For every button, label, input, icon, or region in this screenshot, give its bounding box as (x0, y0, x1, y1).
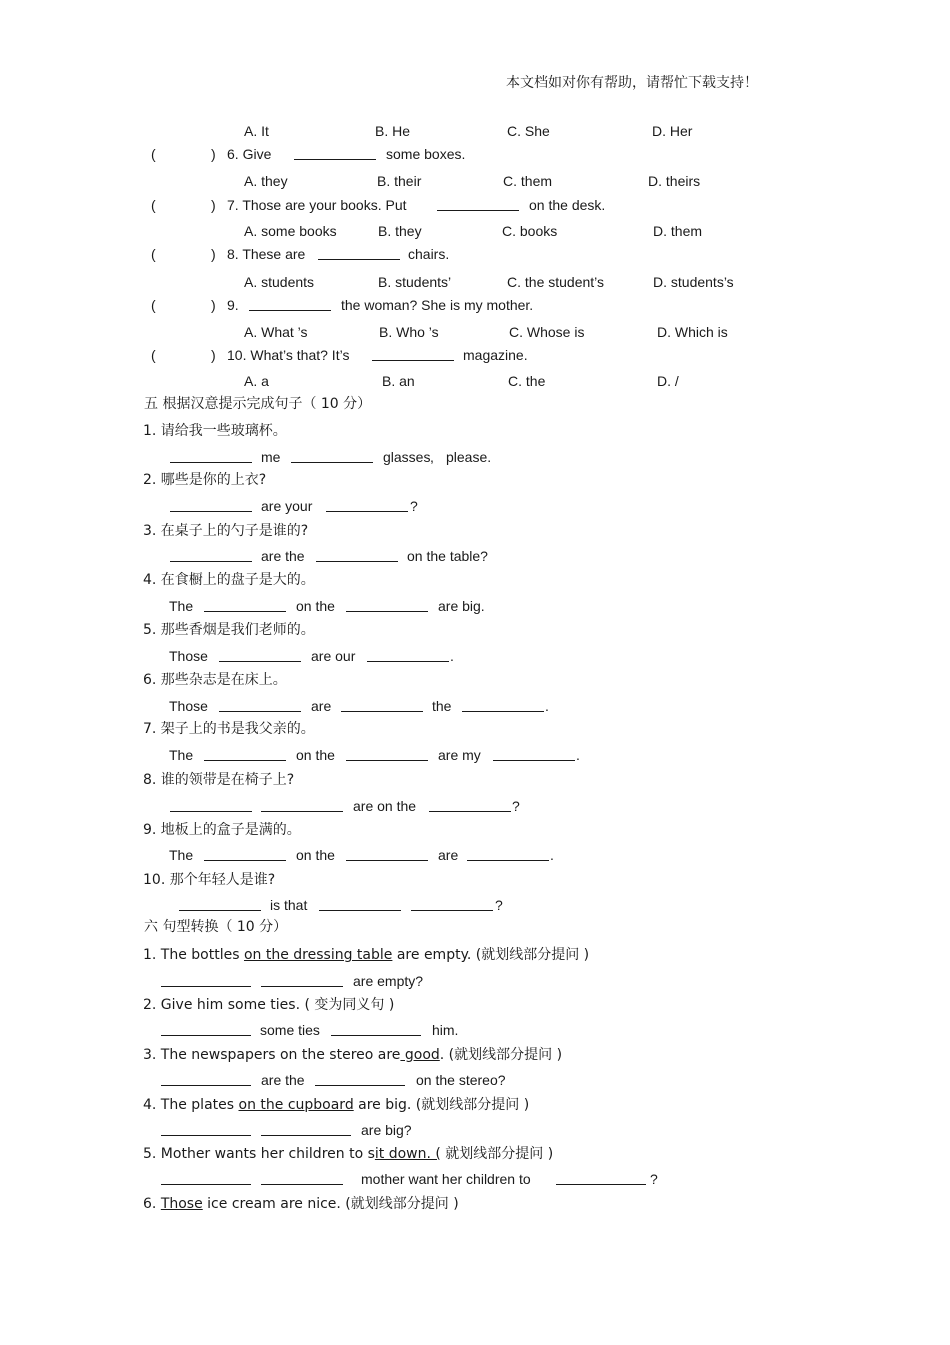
question-text: some boxes. (386, 146, 466, 162)
sentence-text: The (169, 847, 194, 863)
answer-blank[interactable] (261, 1170, 343, 1185)
question-text: are big. (就划线部分提问 ) (353, 1097, 530, 1113)
sentence-text: Those (169, 648, 208, 664)
question-text: magazine. (463, 347, 528, 363)
question-text: ice cream are nice. (就划线部分提问 ) (202, 1196, 459, 1212)
option: B. students’ (378, 274, 452, 290)
sentence-text: me (261, 449, 281, 465)
question-text: 3. The newspapers on the stereo are (143, 1047, 401, 1063)
sentence-text: are (311, 698, 332, 714)
answer-blank[interactable] (204, 597, 286, 612)
sentence-text: on the table? (407, 548, 488, 564)
option: D. Her (652, 123, 693, 139)
sentence-text: . (450, 648, 454, 664)
prompt-cn: 10. 那个年轻人是谁? (143, 872, 276, 888)
answer-paren-open: ( (151, 297, 156, 313)
answer-blank[interactable] (367, 647, 449, 662)
answer-blank[interactable] (346, 846, 428, 861)
sentence-text: some ties (260, 1022, 320, 1038)
answer-paren-close: ) (211, 146, 216, 162)
answer-blank[interactable] (462, 697, 544, 712)
underlined-part: Those (160, 1196, 203, 1212)
header-note: 本文档如对你有帮助，请帮忙下载支持！ (506, 75, 758, 91)
prompt-cn: 7. 架子上的书是我父亲的。 (143, 721, 315, 737)
answer-blank[interactable] (294, 145, 376, 160)
option: A. a (244, 373, 269, 389)
answer-blank[interactable] (170, 547, 252, 562)
answer-blank[interactable] (326, 497, 408, 512)
sentence-text: The (169, 598, 194, 614)
answer-paren-close: ) (211, 246, 216, 262)
question-text: the woman? She is my mother. (341, 297, 534, 313)
option: C. books (502, 223, 558, 239)
sentence-text: please. (446, 449, 492, 465)
answer-blank[interactable] (346, 746, 428, 761)
option: B. He (375, 123, 411, 139)
sentence-text: ? (410, 498, 418, 514)
option: C. the student’s (507, 274, 605, 290)
sentence-text: are big. (438, 598, 485, 614)
transform-question (143, 1195, 459, 1213)
sentence-text: are the (261, 548, 305, 564)
sentence-text: The (169, 747, 194, 763)
sentence-text: , (430, 449, 434, 465)
question-text: are empty. (就划线部分提问 ) (392, 947, 590, 963)
option: C. Whose is (509, 324, 585, 340)
sentence-text: . (576, 747, 580, 763)
prompt-cn: 4. 在食橱上的盘子是大的。 (143, 572, 315, 588)
answer-blank[interactable] (161, 1170, 251, 1185)
answer-blank[interactable] (204, 746, 286, 761)
question-text: 10. What’s that? It’s (227, 347, 350, 363)
option: C. She (507, 123, 550, 139)
question-text: 5. Mother wants her children to s (143, 1146, 375, 1162)
underlined-part: on the dressing table (243, 947, 393, 963)
prompt-cn: 8. 谁的领带是在椅子上? (143, 772, 295, 788)
transform-question: 2. Give him some ties. ( 变为同义句 ) (143, 997, 395, 1013)
sentence-text: are my (438, 747, 481, 763)
answer-blank[interactable] (556, 1170, 646, 1185)
sentence-text: glasses (383, 449, 431, 465)
answer-blank[interactable] (315, 1071, 405, 1086)
sentence-text: on the (296, 747, 335, 763)
transform-question (143, 1145, 553, 1163)
sentence-text: on the (296, 847, 335, 863)
answer-blank[interactable] (161, 1021, 251, 1036)
answer-blank[interactable] (170, 448, 252, 463)
sentence-text: are your (261, 498, 313, 514)
answer-paren-open: ( (151, 246, 156, 262)
underlined-part: good (400, 1047, 440, 1063)
option: B. their (377, 173, 422, 189)
answer-paren-close: ) (211, 197, 216, 213)
question-text: 1. The bottles (143, 947, 244, 963)
answer-blank[interactable] (318, 245, 400, 260)
option: D. students’s (653, 274, 734, 290)
sentence-text: are our (311, 648, 356, 664)
answer-blank[interactable] (161, 1121, 251, 1136)
sentence-text: ? (512, 798, 520, 814)
answer-blank[interactable] (316, 547, 398, 562)
sentence-text: are empty? (353, 973, 424, 989)
sentence-text: ? (650, 1171, 658, 1187)
answer-blank[interactable] (291, 448, 373, 463)
answer-blank[interactable] (493, 746, 575, 761)
option: A. they (244, 173, 288, 189)
question-text: 6. Give (227, 146, 272, 162)
question-text: 8. These are (227, 246, 306, 262)
underlined-part: it down. ( (374, 1146, 441, 1162)
answer-blank[interactable] (331, 1021, 421, 1036)
answer-blank[interactable] (261, 1121, 351, 1136)
prompt-cn: 3. 在桌子上的勺子是谁的? (143, 523, 309, 539)
transform-question (143, 946, 589, 964)
question-text: 9. (227, 297, 239, 313)
sentence-text: Those (169, 698, 208, 714)
answer-blank[interactable] (161, 1071, 251, 1086)
sentence-text: . (545, 698, 549, 714)
answer-blank[interactable] (170, 497, 252, 512)
sentence-text: the (432, 698, 452, 714)
underlined-part: on the cupboard (238, 1097, 354, 1113)
question-text: 4. The plates (143, 1097, 239, 1113)
answer-blank[interactable] (372, 346, 454, 361)
answer-paren-open: ( (151, 146, 156, 162)
sentence-text: are on the (353, 798, 417, 814)
question-text: 6. (143, 1196, 161, 1212)
sentence-text: are big? (361, 1122, 412, 1138)
sentence-text: ? (495, 897, 503, 913)
sentence-text: on the (296, 598, 335, 614)
option: C. them (503, 173, 553, 189)
answer-blank[interactable] (411, 896, 493, 911)
option: B. an (382, 373, 415, 389)
option: D. / (657, 373, 679, 389)
question-text: chairs. (408, 246, 450, 262)
answer-blank[interactable] (170, 797, 252, 812)
prompt-cn: 9. 地板上的盒子是满的。 (143, 822, 301, 838)
option: D. Which is (657, 324, 728, 340)
answer-blank[interactable] (161, 972, 251, 987)
option: D. theirs (648, 173, 701, 189)
section-title: 五 根据汉意提示完成句子（ 10 分） (144, 396, 372, 412)
answer-paren-open: ( (151, 197, 156, 213)
option: B. Who ’s (379, 324, 439, 340)
answer-blank[interactable] (319, 896, 401, 911)
option: B. they (378, 223, 422, 239)
answer-blank[interactable] (467, 846, 549, 861)
sentence-text: . (550, 847, 554, 863)
question-text: on the desk. (529, 197, 606, 213)
question-text: . (就划线部分提问 ) (439, 1047, 563, 1063)
answer-blank[interactable] (219, 697, 301, 712)
sentence-text: him. (432, 1022, 459, 1038)
answer-blank[interactable] (261, 972, 343, 987)
transform-question (143, 1096, 529, 1114)
section-title: 六 句型转换（ 10 分） (144, 919, 288, 935)
option: D. them (653, 223, 703, 239)
option: A. What ’s (244, 324, 308, 340)
answer-paren-close: ) (211, 347, 216, 363)
answer-blank[interactable] (346, 597, 428, 612)
question-text: 就划线部分提问 ) (440, 1146, 554, 1162)
option: C. the (508, 373, 546, 389)
option: A. It (244, 123, 269, 139)
option: A. some books (244, 223, 337, 239)
answer-blank[interactable] (204, 846, 286, 861)
prompt-cn: 2. 哪些是你的上衣? (143, 472, 267, 488)
answer-blank[interactable] (249, 296, 331, 311)
sentence-text: on the stereo? (416, 1072, 506, 1088)
sentence-text: is that (270, 897, 308, 913)
prompt-cn: 5. 那些香烟是我们老师的。 (143, 622, 315, 638)
sentence-text: are (438, 847, 459, 863)
answer-paren-open: ( (151, 347, 156, 363)
answer-blank[interactable] (261, 797, 343, 812)
transform-question (143, 1046, 562, 1064)
answer-blank[interactable] (429, 797, 511, 812)
answer-paren-close: ) (211, 297, 216, 313)
answer-blank[interactable] (179, 896, 261, 911)
answer-blank[interactable] (341, 697, 423, 712)
answer-blank[interactable] (437, 196, 519, 211)
sentence-text: are the (261, 1072, 305, 1088)
prompt-cn: 1. 请给我一些玻璃杯。 (143, 423, 287, 439)
prompt-cn: 6. 那些杂志是在床上。 (143, 672, 287, 688)
option: A. students (244, 274, 315, 290)
question-text: 7. Those are your books. Put (227, 197, 407, 213)
sentence-text: mother want her children to (361, 1171, 531, 1187)
answer-blank[interactable] (219, 647, 301, 662)
